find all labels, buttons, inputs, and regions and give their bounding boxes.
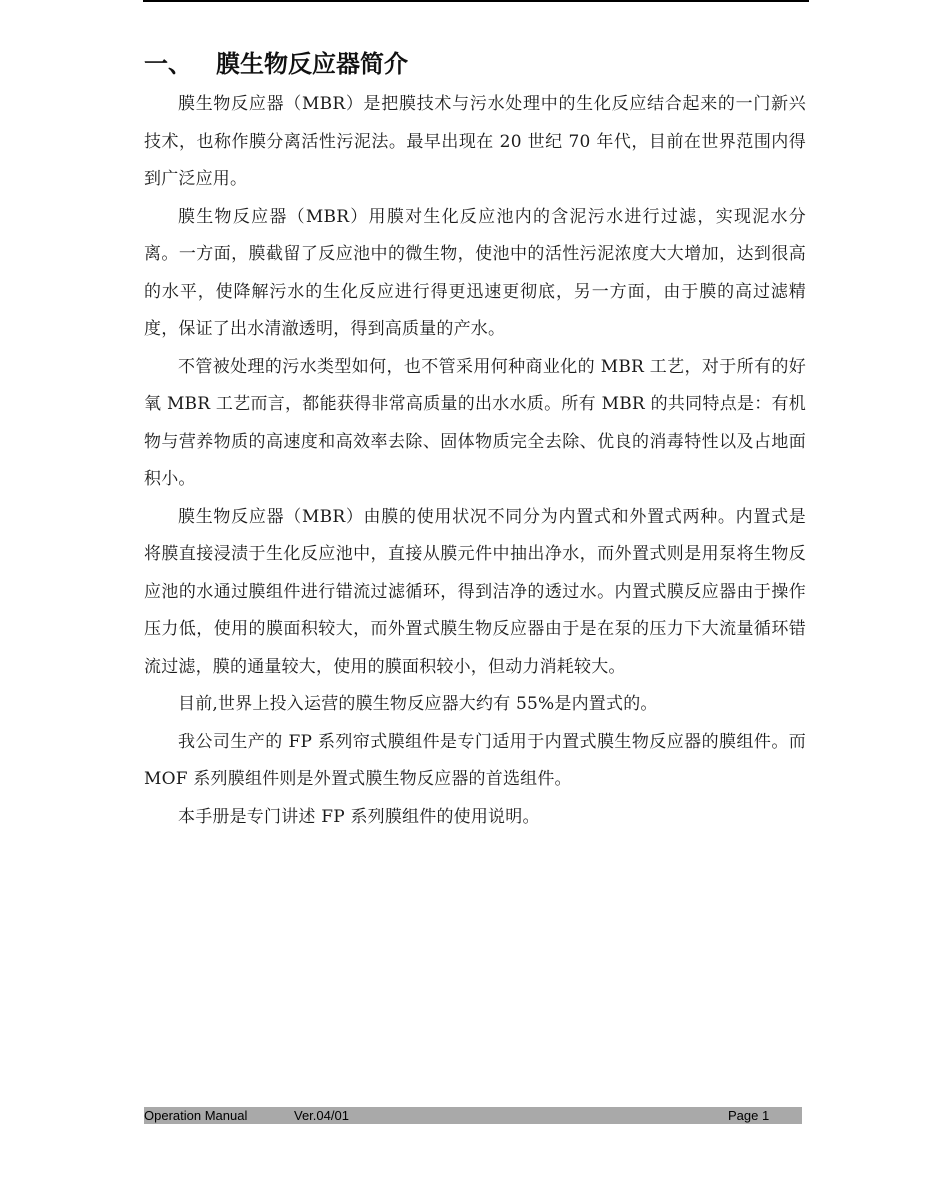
- footer-version: Ver.04/01: [294, 1108, 349, 1123]
- paragraph-share: 目前,世界上投入运营的膜生物反应器大约有 55%是内置式的。: [178, 694, 658, 714]
- paragraph-intro: 膜生物反应器（MBR）是把膜技术与污水处理中的生化反应结合起来的一门新兴技术，也称作膜分离活性污泥法。最早出现在 20 世纪 70 年代，目前在世界范围内得到广泛应用。: [144, 94, 806, 189]
- section-heading: [144, 44, 806, 84]
- section-number: 一、: [144, 50, 192, 78]
- paragraph-types: 膜生物反应器（MBR）由膜的使用状况不同分为内置式和外置式两种。内置式是将膜直接浸渍于生化反应池中，直接从膜元件中抽出净水，而外置式则是用泵将生物反应池的水通过膜组件进行错流过滤循环，得到洁净的透过水。内置式膜反应器由于操作压力低，使用的膜面积较大，而外置式膜生物反应器由于是在泵的压力下大流量循环错流过滤，膜的通量较大，使用的膜面积较小，但动力消耗较大。: [144, 506, 806, 677]
- section-title: 膜生物反应器简介: [216, 50, 408, 78]
- paragraph-quality: 不管被处理的污水类型如何，也不管采用何种商业化的 MBR 工艺，对于所有的好氧 MBR 工艺而言，都能获得非常高质量的出水水质。所有 MBR 的共同特点是：有机物与营养物质的高速度和高效率去除、固体物质完全去除、优良的消毒特性以及占地面积小。: [144, 356, 806, 489]
- paragraph-products: 我公司生产的 FP 系列帘式膜组件是专门适用于内置式膜生物反应器的膜组件。而 MOF 系列膜组件则是外置式膜生物反应器的首选组件。: [144, 731, 806, 789]
- footer-manual-title: Operation Manual: [144, 1108, 248, 1123]
- paragraph-principle: 膜生物反应器（MBR）用膜对生化反应池内的含泥污水进行过滤，实现泥水分离。一方面，膜截留了反应池中的微生物，使池中的活性污泥浓度大大增加，达到很高的水平，使降解污水的生化反应进行得更迅速更彻底，另一方面，由于膜的高过滤精度，保证了出水清澈透明，得到高质量的产水。: [144, 206, 806, 339]
- page-footer: [144, 1107, 802, 1124]
- document-body: [144, 44, 806, 836]
- footer-page-number: Page 1: [728, 1108, 770, 1123]
- header-rule: [143, 0, 809, 2]
- paragraph-manual-scope: 本手册是专门讲述 FP 系列膜组件的使用说明。: [178, 806, 540, 827]
